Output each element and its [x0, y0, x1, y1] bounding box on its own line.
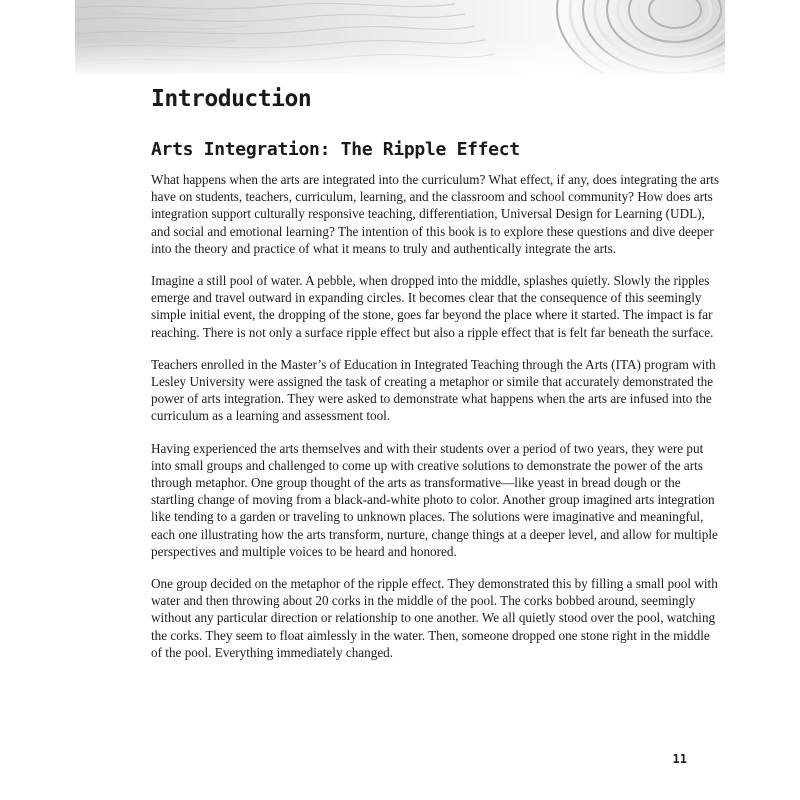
- paragraph-1: What happens when the arts are integrated into the curriculum? What effect, if any, does integrating the arts have on students, teachers, curriculum, learning, and the classroom and school community? How does arts integration support culturally responsive teaching, differentiation, Universal Design for Learning (UDL), and social and emotional learning? The intention of this book is to explore these questions and dive deeper into the theory and practice of what it means to truly and authentically integrate the arts.: [151, 172, 720, 256]
- body-text: [151, 171, 723, 676]
- page-number: 11: [672, 752, 687, 766]
- paragraph-5: One group decided on the metaphor of the ripple effect. They demonstrated this by filling a small pool with water and then throwing about 20 corks in the middle of the pool. The corks bobbed around, seemingly without any particular direction or relationship to one another. We all quietly stood over the pool, watching the corks. They seem to float aimlessly in the water. Then, someone dropped one stone right in the middle of the pool. Everything immediately changed.: [151, 576, 718, 660]
- section-title: Arts Integration: The Ripple Effect: [151, 139, 520, 160]
- paragraph-3: Teachers enrolled in the Master’s of Education in Integrated Teaching through the Arts (ITA) program with Lesley University were assigned the task of creating a metaphor or simile that accurately demonstrated the power of arts integration. They were asked to demonstrate what happens when the arts are infused into the curriculum as a learning and assessment tool.: [151, 356, 716, 424]
- paragraph-4: Having experienced the arts themselves and with their students over a period of two years, they were put into small groups and challenged to come up with creative solutions to demonstrate the power of the arts through metaphor. One group thought of the arts as transformative—like yeast in bread dough or the startling change of moving from a black-and-white photo to color. Another group imagined arts integration like tending to a garden or traveling to unknown places. The solutions were imaginative and meaningful, each one illustrating how the arts transform, nurture, change things at a deeper level, and allow for multiple perspectives and multiple voices to be heard and honored.: [151, 440, 718, 559]
- paragraph-2: Imagine a still pool of water. A pebble, when dropped into the middle, splashes quietly. Slowly the ripples emerge and travel outward in expanding circles. It becomes clear that the consequence of this seemingly simple initial event, the dropping of the stone, goes far beyond the place where it started. The impact is far reaching. There is not only a surface ripple effect but also a ripple effect that is felt far beneath the surface.: [151, 273, 714, 340]
- book-page: [75, 0, 725, 800]
- chapter-title: Introduction: [151, 86, 312, 112]
- header-banner: [75, 0, 725, 74]
- header-fade: [75, 40, 725, 74]
